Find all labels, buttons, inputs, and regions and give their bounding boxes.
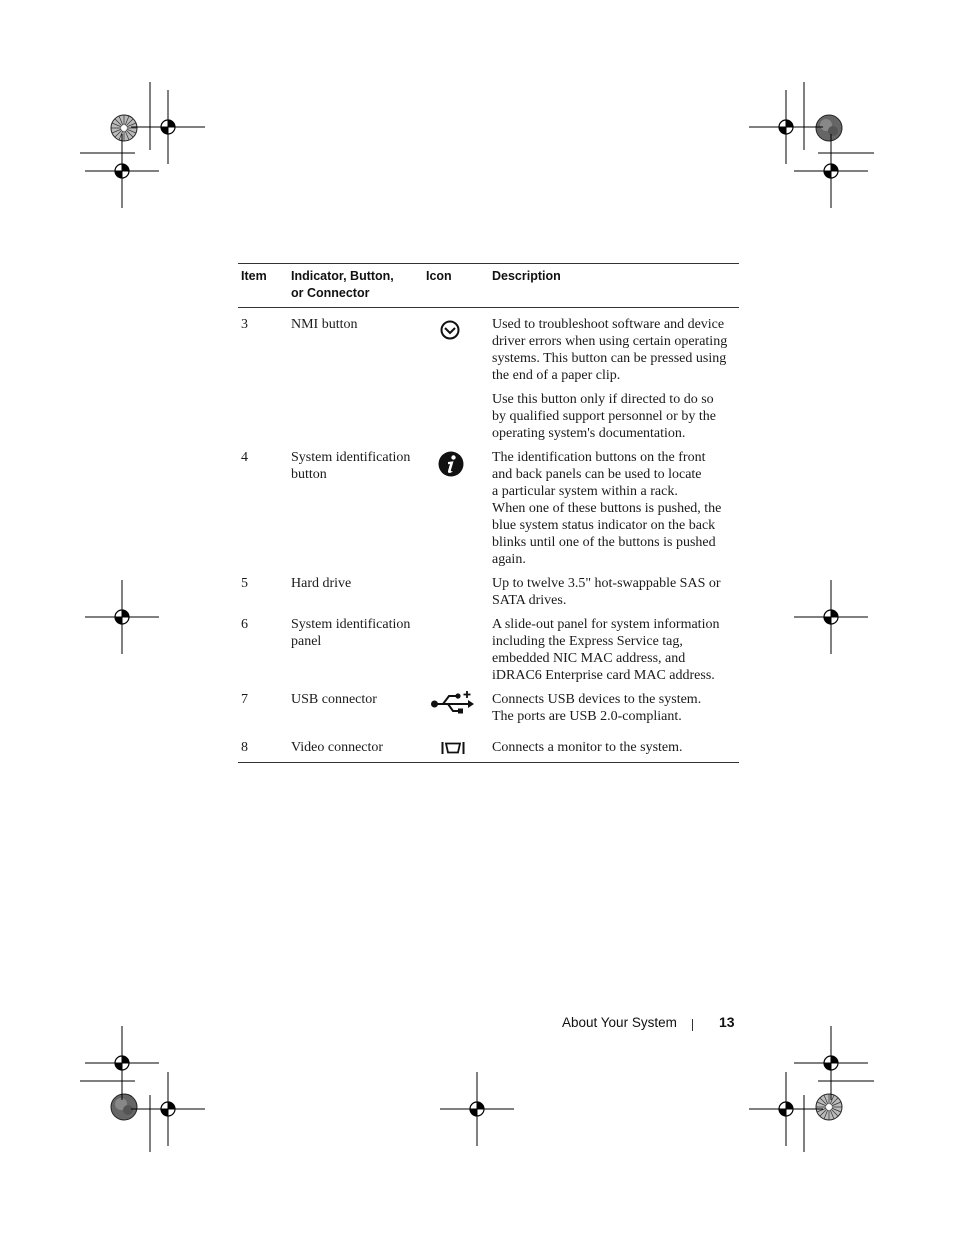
row-icon-cell	[423, 572, 489, 613]
row-name-line: System identification	[291, 450, 411, 465]
description-line: blue system status indicator on the back	[492, 518, 716, 533]
row-item-number: 8	[238, 729, 288, 763]
row-icon-cell	[423, 446, 489, 572]
row-name	[288, 308, 423, 447]
description-line: When one of these buttons is pushed, the	[492, 501, 722, 516]
row-description	[489, 446, 739, 572]
description-line: The identification buttons on the front	[492, 450, 706, 465]
nmi-icon	[438, 318, 462, 342]
row-name-line: System identification	[291, 617, 411, 632]
row-description	[489, 308, 739, 447]
footer-separator	[692, 1019, 693, 1031]
row-name	[288, 688, 423, 729]
row-item-number: 4	[241, 450, 248, 465]
description-line: Use this button only if directed to do so	[492, 392, 714, 407]
row-item-number: 3	[241, 317, 248, 332]
row-icon-cell	[423, 308, 489, 447]
description-paragraph	[492, 739, 735, 756]
description-line: by qualified support personnel or by the	[492, 409, 716, 424]
row-name-line: USB connector	[291, 692, 377, 707]
table-row	[238, 308, 739, 447]
row-name-line: Hard drive	[291, 576, 352, 591]
description-line: A slide-out panel for system information	[492, 617, 720, 632]
table-row	[238, 729, 739, 763]
description-paragraph	[492, 616, 735, 684]
row-description	[489, 688, 739, 729]
row-name-line: Video connector	[291, 740, 384, 755]
description-paragraph	[492, 575, 735, 609]
description-line: SATA drives.	[492, 593, 567, 608]
row-name	[288, 613, 423, 688]
description-line: systems. This button can be pressed using	[492, 351, 727, 366]
description-line: The ports are USB 2.0-compliant.	[492, 709, 682, 724]
info-icon	[437, 450, 465, 478]
description-line: the end of a paper clip.	[492, 368, 621, 383]
description-paragraph	[492, 449, 735, 568]
description-paragraph	[492, 391, 735, 442]
usb-icon	[430, 689, 476, 715]
table-row	[238, 446, 739, 572]
row-name	[288, 572, 423, 613]
description-line: Up to twelve 3.5" hot-swappable SAS or	[492, 576, 721, 591]
row-icon-cell	[423, 613, 489, 688]
table-header-row	[238, 264, 739, 308]
description-paragraph	[492, 316, 735, 384]
description-line: driver errors when using certain operating	[492, 334, 728, 349]
page-number: 13	[719, 1014, 735, 1030]
description-line: blinks until one of the buttons is pushed	[492, 535, 716, 550]
row-item-number: 6	[241, 617, 248, 632]
row-icon-cell	[423, 688, 489, 729]
header-item: Item	[238, 264, 288, 308]
header-icon: Icon	[423, 264, 489, 308]
row-name-line: NMI button	[291, 317, 358, 332]
row-description	[489, 572, 739, 613]
indicators-buttons-connectors-table	[238, 263, 739, 763]
table-row	[238, 688, 739, 729]
description-line: Used to troubleshoot software and device	[492, 317, 725, 332]
header-indicator	[288, 264, 423, 308]
row-item-number: 7	[241, 692, 248, 707]
description-line: a particular system within a rack.	[492, 484, 678, 499]
description-line: embedded NIC MAC address, and	[492, 651, 686, 666]
row-item-number: 5	[241, 576, 248, 591]
row-description	[489, 729, 739, 763]
header-description: Description	[489, 264, 739, 308]
table-row	[238, 572, 739, 613]
video-icon	[441, 741, 465, 755]
description-line: Connects a monitor to the system.	[492, 740, 683, 755]
description-line: and back panels can be used to locate	[492, 467, 702, 482]
description-line: including the Express Service tag,	[492, 634, 683, 649]
description-line: iDRAC6 Enterprise card MAC address.	[492, 668, 715, 683]
description-line: again.	[492, 552, 526, 567]
row-name	[288, 729, 423, 763]
description-line: operating system's documentation.	[492, 426, 686, 441]
row-icon-cell	[423, 729, 489, 763]
header-indicator-line1: Indicator, Button,	[291, 269, 394, 283]
header-indicator-line2: or Connector	[291, 286, 370, 300]
row-name	[288, 446, 423, 572]
row-name-line: button	[291, 467, 327, 482]
description-paragraph	[492, 691, 735, 725]
description-line: Connects USB devices to the system.	[492, 692, 702, 707]
row-name-line: panel	[291, 634, 322, 649]
table-row	[238, 613, 739, 688]
footer-section-title: About Your System	[562, 1015, 677, 1030]
row-description	[489, 613, 739, 688]
